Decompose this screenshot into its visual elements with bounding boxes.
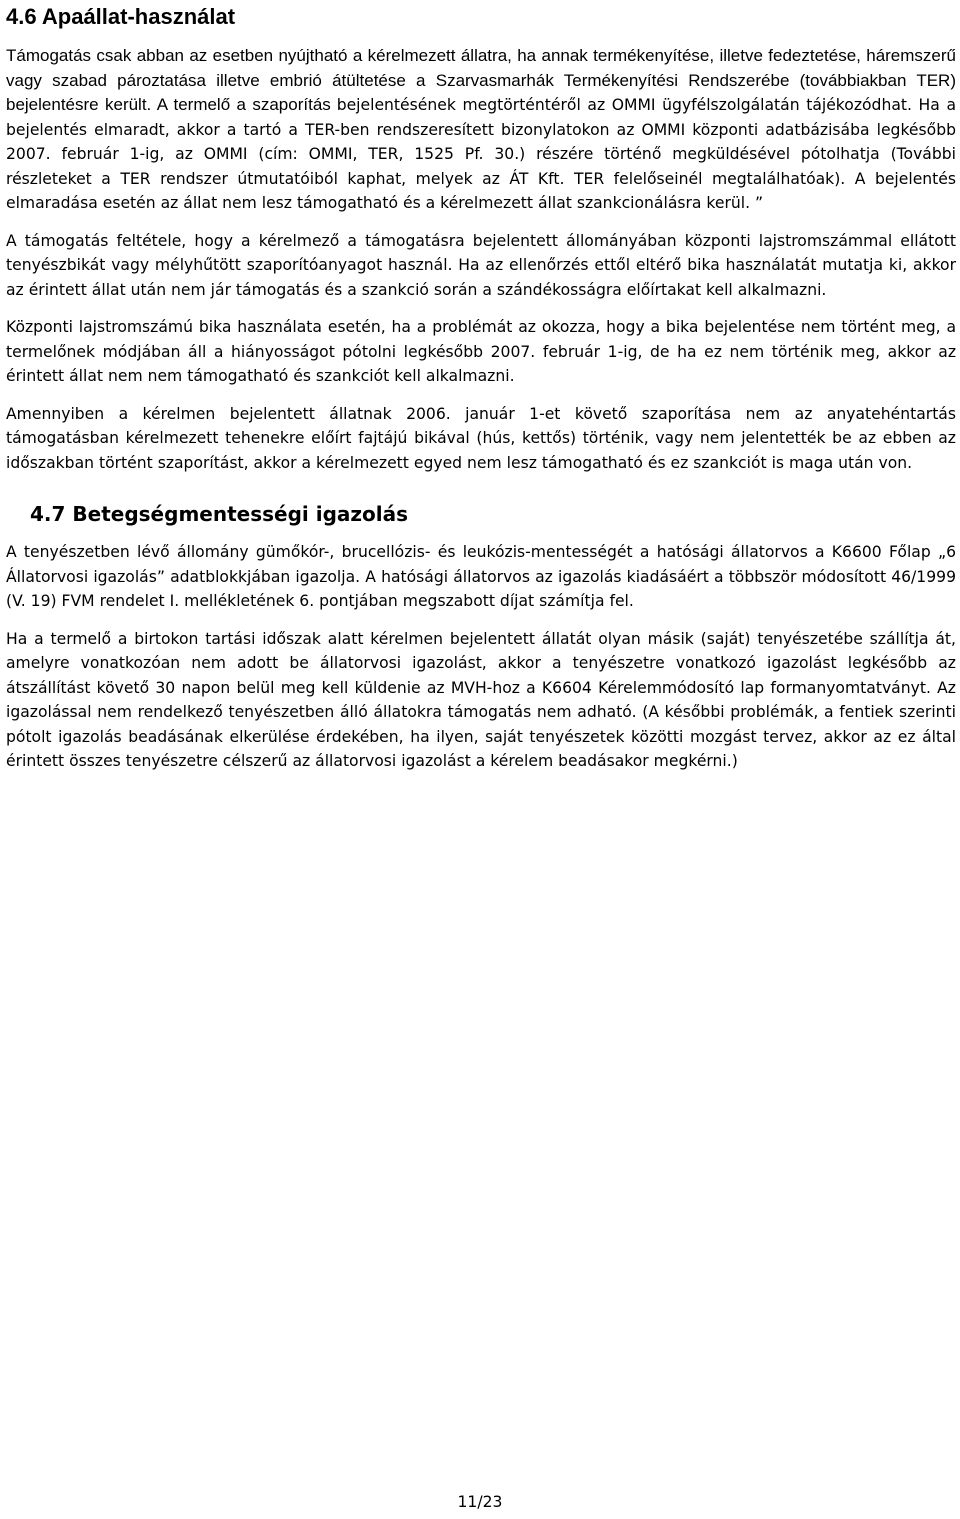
section-heading-4-6: 4.6 Apaállat-használat: [6, 4, 236, 29]
paragraph-feltetel: A támogatás feltétele, hogy a kérelmező a támogatásra bejelentett állományában központi lajstromszámmal ellátott tenyészbikát vagy mélyhűtött szaporítóanyagot használ. Ha az ellenőrzés ettől eltérő bika használatát mutatja ki, akkor az érintett állat után nem jár támogatás és a szankció során a szándékosságra előírtakat kell alkalmazni.: [6, 231, 956, 299]
section-heading-4-7-number: 4.7: [30, 502, 66, 526]
section-heading-4-7-title: Betegségmentességi igazolás: [72, 502, 409, 526]
paragraph-atszallitas: Ha a termelő a birtokon tartási időszak alatt kérelmen bejelentett állatát olyan másik (saját) tenyészetébe szállítja át, amelyre vonatkozóan nem adott be állatorvosi igazolást, akkor a tenyészetre vonatkozó igazolást legkésőbb az átszállítást követő 30 napon belül meg kell küldenie az MVH-hoz a K6604 Kérelemmódosító lap formanyomtatványt. Az igazolással nem rendelkező tenyészetben álló állatokra támogatás nem adható. (A későbbi problémák, a fentiek szerinti pótolt igazolás beadásának elkerülése érdekében, ha ilyen, saját tenyészetek közötti mozgást tervez, akkor az ez által érintett összes tenyészetre célszerű az állatorvosi igazolást a kérelem beadásakor megkérni.): [6, 629, 956, 770]
section-heading-4-7: [30, 501, 956, 527]
page-content: [6, 0, 956, 774]
paragraph-tamogatas-part1: Támogatás csak abban az esetben nyújtható a kérelmezett állatra, ha annak termékenyítése, illetve fedeztetése, háremszerű vagy szabad pároztatása illetve embrió átültetése a Szarvasmarhák Termékenyítési Rendszerébe (továbbiakban TER) bejelentésre került. A termelő a szaporítás: [6, 46, 956, 114]
paragraph-kozponti-bika: Központi lajstromszámú bika használata esetén, ha a problémát az okozza, hogy a bika bejelentése nem történt meg, a termelőnek módjában áll a hiányosságot pótolni legkésőbb 2007. február 1-ig, de ha ez nem történik meg, akkor az érintett állat nem nem támogatható és szankciót kell alkalmazni.: [6, 318, 956, 385]
paragraph-mentesseg: A tenyészetben lévő állomány gümőkór-, brucellózis- és leukózis-mentességét a hatósági állatorvos a K6600 Főlap „6 Állatorvosi igazolás” adatblokkjában igazolja. A hatósági állatorvos az igazolás kiadásáért a többször módosított 46/1999 (V. 19) FVM rendelet I. mellékletének 6. pontjában megszabott díjat számítja fel.: [6, 543, 956, 610]
page-number: 11/23: [457, 1493, 503, 1511]
paragraph-tamogatas-part2: bejelentésének megtörténtéről az OMMI ügyfélszolgálatán tájékozódhat. Ha a bejelentés elmaradt, akkor a tartó a TER-ben rendszeresített bizonylatokon az OMMI központi adatbázisába legkésőbb 2007. február 1-ig, az OMMI (cím: OMMI, TER, 1525 Pf. 30.) részére történő megküldésével pótolhatja (További részleteket a TER rendszer útmutatóiból kaphat, melyek az ÁT Kft. TER felelőseinél megtalálhatóak). A bejelentés elmaradása esetén az állat nem lesz támogatható és a kérelmezett állat szankcionálásra kerül. ”: [6, 96, 956, 212]
paragraph-tamogatas: [6, 44, 956, 216]
paragraph-amennyiben: Amennyiben a kérelmen bejelentett állatnak 2006. január 1-et követő szaporítása nem az anyatehéntartás támogatásban kérelmezett tehenekre előírt fajtájú bikával (hús, kettős) történik, vagy nem jelentették be az ebben az időszakban történt szaporítást, akkor a kérelmezett egyed nem lesz támogatható és ez szankciót is maga után von.: [6, 404, 956, 472]
